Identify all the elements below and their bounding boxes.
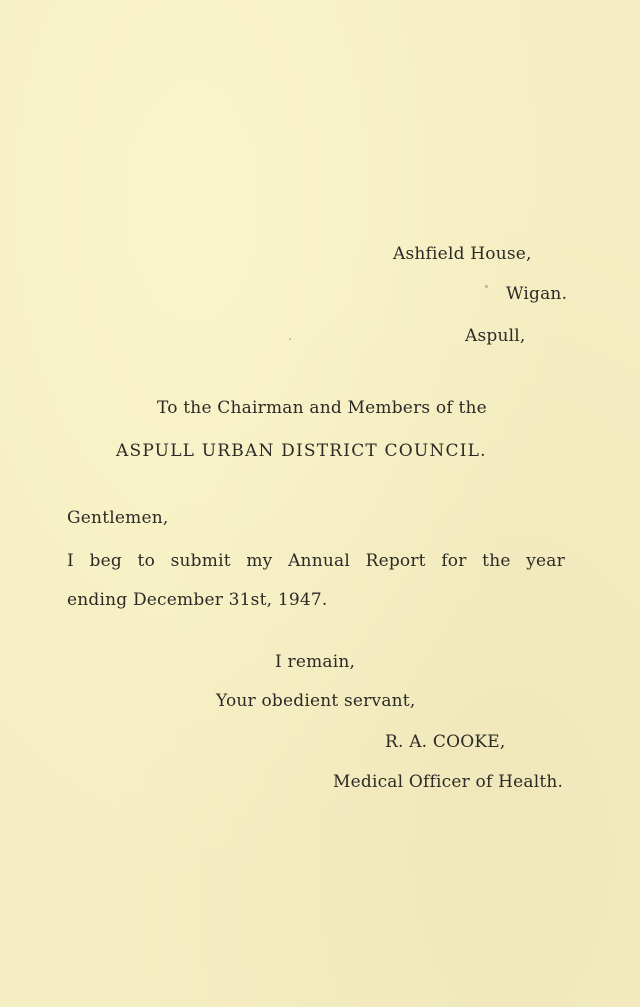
closing-servant: Your obedient servant,	[216, 691, 416, 711]
council-name: ASPULL URBAN DISTRICT COUNCIL.	[116, 441, 487, 461]
word: beg	[89, 551, 122, 571]
address-line-1: Ashfield House,	[393, 244, 532, 264]
closing-remain: I remain,	[275, 652, 356, 672]
signatory-name: R. A. COOKE,	[385, 732, 506, 752]
addressee-line: To the Chairman and Members of the	[157, 398, 487, 418]
word: for	[441, 551, 467, 571]
word: year	[526, 551, 565, 571]
ink-speck	[485, 285, 488, 288]
word: my	[246, 551, 273, 571]
address-line-2: Wigan.	[506, 284, 568, 304]
signatory-title: Medical Officer of Health.	[333, 772, 564, 792]
word: Annual	[288, 551, 350, 571]
word: I	[67, 551, 74, 571]
greeting: Gentlemen,	[67, 508, 169, 528]
address-line-3: Aspull,	[465, 326, 526, 346]
paragraph-line-2: ending December 31st, 1947.	[67, 590, 328, 610]
word: submit	[170, 551, 231, 571]
word: Report	[365, 551, 426, 571]
ink-speck	[289, 338, 291, 340]
word: the	[482, 551, 511, 571]
paragraph-line-1	[67, 551, 565, 571]
word: to	[137, 551, 156, 571]
